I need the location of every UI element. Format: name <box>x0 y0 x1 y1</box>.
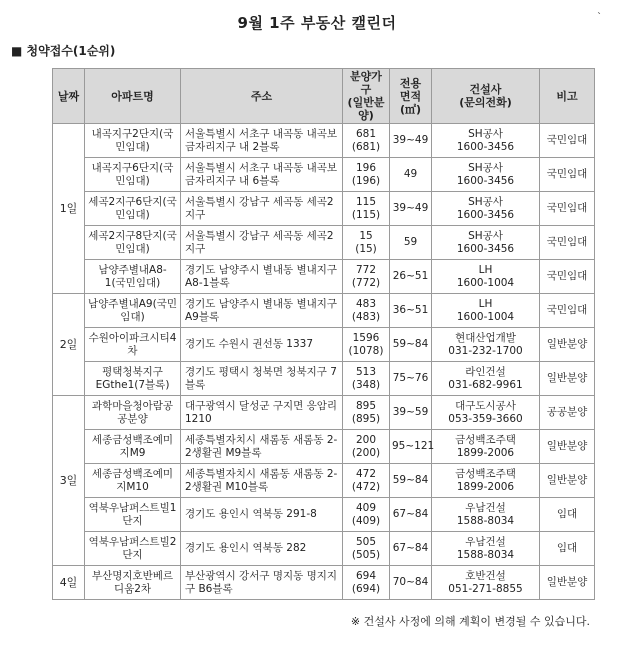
units-cell: 15 (15) <box>343 226 390 260</box>
address-cell: 경기도 용인시 역북동 291-8 <box>181 498 343 532</box>
area-cell: 70~84 <box>390 566 432 600</box>
apartment-header: 아파트명 <box>85 69 181 124</box>
corner-mark: ` <box>597 12 602 23</box>
apartment-name-cell: 부산명지호반베르디움2차 <box>85 566 181 600</box>
address-cell: 경기도 평택시 청북면 청북지구 7블록 <box>181 362 343 396</box>
apartment-name-cell: 세종금성백조예미지M10 <box>85 464 181 498</box>
area-header: 전용 면적 (㎡) <box>390 69 432 124</box>
table-row <box>53 124 595 158</box>
apartment-name-cell: 내곡지구6단지(국민임대) <box>85 158 181 192</box>
date-cell: 2일 <box>53 294 85 396</box>
builder-header: 건설사 (문의전화) <box>432 69 540 124</box>
units-cell: 772 (772) <box>343 260 390 294</box>
units-cell: 513 (348) <box>343 362 390 396</box>
area-cell: 59~84 <box>390 328 432 362</box>
note-cell: 일반분양 <box>540 328 595 362</box>
builder-cell: 우남건설 1588-8034 <box>432 532 540 566</box>
table-row <box>53 396 595 430</box>
table-row <box>53 362 595 396</box>
calendar-table-container <box>52 68 594 600</box>
units-cell: 483 (483) <box>343 294 390 328</box>
note-cell: 일반분양 <box>540 464 595 498</box>
table-header-row <box>53 69 595 124</box>
units-cell: 200 (200) <box>343 430 390 464</box>
note-cell: 일반분양 <box>540 566 595 600</box>
table-row <box>53 566 595 600</box>
note-cell: 일반분양 <box>540 362 595 396</box>
units-header: 분양가구 (일반분 양) <box>343 69 390 124</box>
note-cell: 국민임대 <box>540 260 595 294</box>
apartment-name-cell: 세곡2지구6단지(국민임대) <box>85 192 181 226</box>
date-cell: 4일 <box>53 566 85 600</box>
table-row <box>53 158 595 192</box>
address-cell: 세종특별자치시 새롬동 새롬동 2-2생활권 M9블록 <box>181 430 343 464</box>
builder-cell: 금성백조주택 1899-2006 <box>432 464 540 498</box>
date-cell: 1일 <box>53 124 85 294</box>
units-cell: 472 (472) <box>343 464 390 498</box>
area-cell: 67~84 <box>390 532 432 566</box>
subscription-calendar-table <box>52 68 595 600</box>
builder-cell: SH공사 1600-3456 <box>432 226 540 260</box>
address-cell: 경기도 용인시 역북동 282 <box>181 532 343 566</box>
address-cell: 경기도 남양주시 별내동 별내지구 A9블록 <box>181 294 343 328</box>
table-body <box>53 124 595 600</box>
note-cell: 국민임대 <box>540 158 595 192</box>
area-cell: 59~84 <box>390 464 432 498</box>
builder-cell: 호반건설 051-271-8855 <box>432 566 540 600</box>
note-cell: 공공분양 <box>540 396 595 430</box>
builder-cell: 대구도시공사 053-359-3660 <box>432 396 540 430</box>
address-cell: 서울특별시 강남구 세곡동 세곡2지구 <box>181 192 343 226</box>
address-cell: 경기도 수원시 권선동 1337 <box>181 328 343 362</box>
table-row <box>53 192 595 226</box>
note-cell: 임대 <box>540 532 595 566</box>
area-cell: 67~84 <box>390 498 432 532</box>
units-cell: 694 (694) <box>343 566 390 600</box>
builder-cell: SH공사 1600-3456 <box>432 158 540 192</box>
address-cell: 서울특별시 서초구 내곡동 내곡보금자리지구 내 2블록 <box>181 124 343 158</box>
units-cell: 681 (681) <box>343 124 390 158</box>
address-cell: 대구광역시 달성군 구지면 응암리 1210 <box>181 396 343 430</box>
section-title: ■ 청약접수(1순위) <box>11 44 116 58</box>
apartment-name-cell: 역북우남퍼스트빌2단지 <box>85 532 181 566</box>
builder-cell: LH 1600-1004 <box>432 260 540 294</box>
area-cell: 36~51 <box>390 294 432 328</box>
apartment-name-cell: 세종금성백조예미지M9 <box>85 430 181 464</box>
builder-cell: SH공사 1600-3456 <box>432 192 540 226</box>
builder-cell: 라인건설 031-682-9961 <box>432 362 540 396</box>
apartment-name-cell: 내곡지구2단지(국민임대) <box>85 124 181 158</box>
apartment-name-cell: 과학마을청아람공공분양 <box>85 396 181 430</box>
builder-cell: 현대산업개발 031-232-1700 <box>432 328 540 362</box>
area-cell: 59 <box>390 226 432 260</box>
builder-cell: 우남건설 1588-8034 <box>432 498 540 532</box>
note-cell: 임대 <box>540 498 595 532</box>
apartment-name-cell: 남양주별내A8-1(국민임대) <box>85 260 181 294</box>
address-cell: 경기도 남양주시 별내동 별내지구 A8-1블록 <box>181 260 343 294</box>
date-header: 날짜 <box>53 69 85 124</box>
units-cell: 1596 (1078) <box>343 328 390 362</box>
date-cell: 3일 <box>53 396 85 566</box>
table-row <box>53 430 595 464</box>
units-cell: 196 (196) <box>343 158 390 192</box>
area-cell: 95~121 <box>390 430 432 464</box>
table-row <box>53 532 595 566</box>
table-row <box>53 294 595 328</box>
area-cell: 75~76 <box>390 362 432 396</box>
apartment-name-cell: 남양주별내A9(국민임대) <box>85 294 181 328</box>
address-cell: 서울특별시 서초구 내곡동 내곡보금자리지구 내 6블록 <box>181 158 343 192</box>
table-row <box>53 328 595 362</box>
table-row <box>53 260 595 294</box>
area-cell: 39~49 <box>390 124 432 158</box>
note-header: 비고 <box>540 69 595 124</box>
apartment-name-cell: 역북우남퍼스트빌1단지 <box>85 498 181 532</box>
note-cell: 일반분양 <box>540 430 595 464</box>
table-row <box>53 464 595 498</box>
address-cell: 서울특별시 강남구 세곡동 세곡2지구 <box>181 226 343 260</box>
table-row <box>53 226 595 260</box>
page-title: 9월 1주 부동산 캘린더 <box>237 14 397 32</box>
area-cell: 49 <box>390 158 432 192</box>
footnote: ※ 건설사 사정에 의해 계획이 변경될 수 있습니다. <box>350 615 590 628</box>
area-cell: 26~51 <box>390 260 432 294</box>
address-cell: 부산광역시 강서구 명지동 명지지구 B6블록 <box>181 566 343 600</box>
area-cell: 39~59 <box>390 396 432 430</box>
note-cell: 국민임대 <box>540 226 595 260</box>
area-cell: 39~49 <box>390 192 432 226</box>
note-cell: 국민임대 <box>540 294 595 328</box>
table-row <box>53 498 595 532</box>
units-cell: 895 (895) <box>343 396 390 430</box>
builder-cell: 금성백조주택 1899-2006 <box>432 430 540 464</box>
units-cell: 409 (409) <box>343 498 390 532</box>
address-header: 주소 <box>181 69 343 124</box>
apartment-name-cell: 수원아이파크시티4차 <box>85 328 181 362</box>
address-cell: 세종특별자치시 새롬동 새롬동 2-2생활권 M10블록 <box>181 464 343 498</box>
apartment-name-cell: 평택청북지구EGthe1(7블록) <box>85 362 181 396</box>
builder-cell: SH공사 1600-3456 <box>432 124 540 158</box>
builder-cell: LH 1600-1004 <box>432 294 540 328</box>
units-cell: 115 (115) <box>343 192 390 226</box>
units-cell: 505 (505) <box>343 532 390 566</box>
note-cell: 국민임대 <box>540 124 595 158</box>
note-cell: 국민임대 <box>540 192 595 226</box>
apartment-name-cell: 세곡2지구8단지(국민임대) <box>85 226 181 260</box>
